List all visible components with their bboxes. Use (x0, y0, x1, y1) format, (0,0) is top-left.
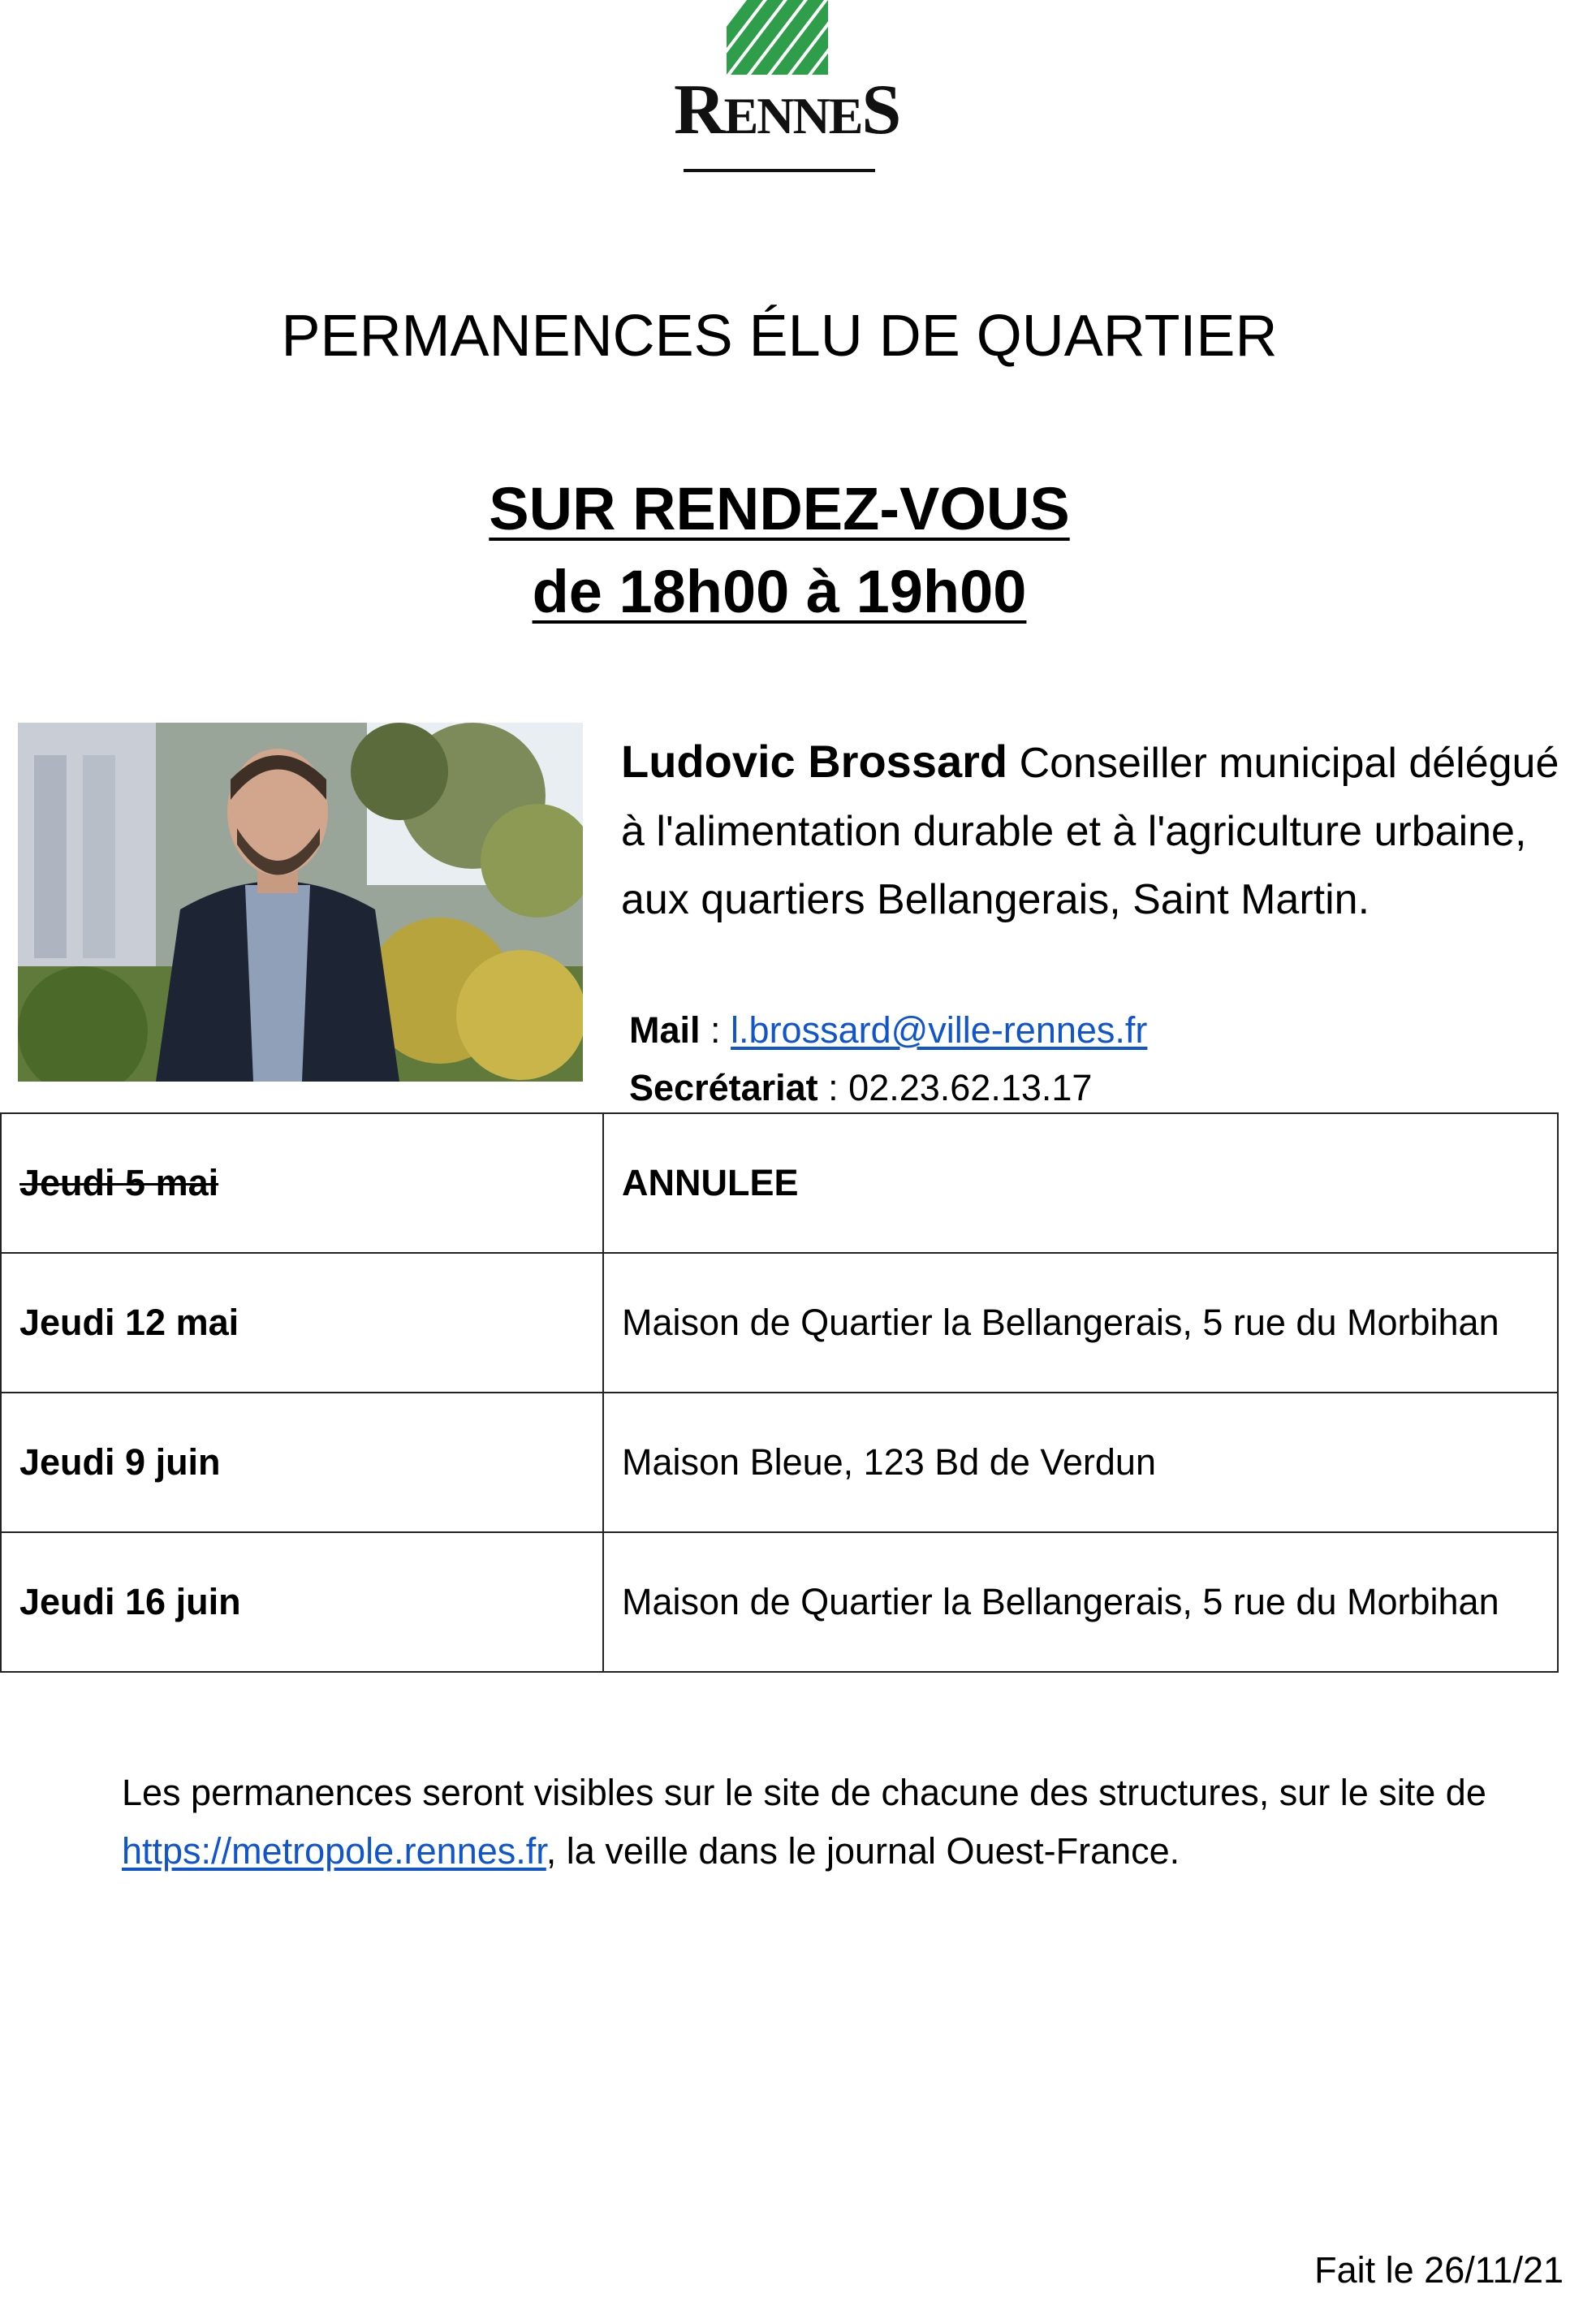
appointment-heading: SUR RENDEZ-VOUS (489, 475, 1070, 542)
councillor-bio (621, 728, 1563, 934)
logo-underline (684, 169, 875, 172)
cancelled-status: ANNULEE (622, 1162, 799, 1203)
note-text: Les permanences seront visibles sur le site de chacune des structures, sur le site de (122, 1772, 1486, 1813)
mail-label: Mail (629, 1009, 701, 1051)
location-cell (603, 1113, 1558, 1253)
separator: : (817, 1067, 849, 1108)
mail-link[interactable]: l.brossard@ville-rennes.fr (731, 1009, 1148, 1051)
secretariat-phone: 02.23.62.13.17 (848, 1067, 1093, 1108)
mail-line (629, 1009, 1148, 1051)
date-cell: Jeudi 9 juin (1, 1393, 603, 1532)
table-row (1, 1532, 1558, 1672)
date-cell (1, 1113, 603, 1253)
table-row (1, 1113, 1558, 1253)
date-cell: Jeudi 12 mai (1, 1253, 603, 1393)
metropole-link[interactable]: https://metropole.rennes.fr (122, 1830, 546, 1872)
location-cell: Maison Bleue, 123 Bd de Verdun (603, 1393, 1558, 1532)
schedule-table (0, 1112, 1559, 1673)
logo-wordmark: RENNES (674, 71, 900, 149)
hours-heading: de 18h00 à 19h00 (532, 558, 1027, 625)
document-date: Fait le 26/11/21 (1314, 2249, 1564, 2291)
page-title: PERMANENCES ÉLU DE QUARTIER (281, 304, 1278, 369)
cancelled-date: Jeudi 5 mai (19, 1162, 219, 1203)
note-text-end: , la veille dans le journal Ouest-France. (546, 1830, 1180, 1872)
location-cell: Maison de Quartier la Bellangerais, 5 rue du Morbihan (603, 1253, 1558, 1393)
councillor-role: Conseiller municipal délégué à l'alimentation durable et à l'agriculture urbaine, aux quartiers Bellangerais, Saint Martin. (621, 740, 1559, 923)
secretariat-line (629, 1069, 1092, 1106)
councillor-photo (18, 723, 583, 1082)
rennes-logo (674, 0, 900, 179)
councillor-name: Ludovic Brossard (621, 736, 1008, 787)
table-row (1, 1253, 1558, 1393)
table-row (1, 1393, 1558, 1532)
rennes-logo-mark (674, 0, 885, 81)
location-cell: Maison de Quartier la Bellangerais, 5 rue du Morbihan (603, 1532, 1558, 1672)
separator: : (700, 1009, 731, 1051)
publication-note (122, 1764, 1534, 1881)
secretariat-label: Secrétariat (629, 1067, 818, 1108)
date-cell: Jeudi 16 juin (1, 1532, 603, 1672)
